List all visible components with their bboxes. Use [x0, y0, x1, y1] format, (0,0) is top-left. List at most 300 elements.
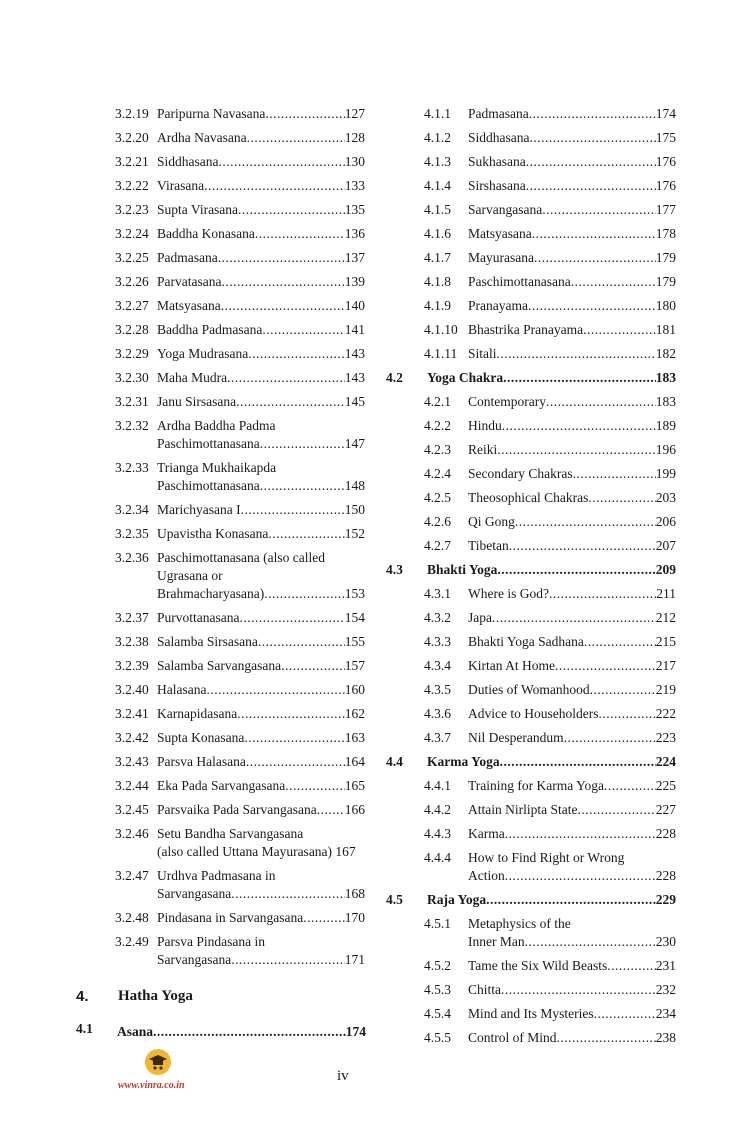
page-ref: 152 — [344, 526, 365, 541]
entry-number: 3.2.20 — [115, 130, 149, 145]
entry-number: 4.1.6 — [424, 226, 451, 241]
leader-dots — [549, 585, 656, 603]
entry-title: Kirtan At Home — [468, 658, 555, 673]
leader-dots — [509, 537, 656, 555]
page-ref: 170 — [344, 910, 365, 925]
page-ref: 228 — [655, 868, 676, 883]
entry-number: 4.2.3 — [424, 442, 451, 457]
toc-entry[interactable] — [386, 702, 676, 726]
leader-dots — [515, 513, 656, 531]
page-ref: 128 — [344, 130, 365, 145]
entry-number: 4.1.4 — [424, 178, 451, 193]
toc-entry[interactable] — [115, 270, 365, 294]
page-ref: 212 — [655, 610, 676, 625]
entry-number: 3.2.37 — [115, 610, 149, 625]
toc-entry[interactable] — [115, 342, 365, 366]
toc-entry[interactable] — [115, 414, 365, 456]
leader-dots — [594, 1005, 656, 1023]
page-ref: 227 — [655, 802, 676, 817]
page-ref: 162 — [344, 706, 365, 721]
entry-title: Matsyasana — [157, 298, 221, 313]
toc-entry[interactable] — [386, 342, 676, 366]
page-ref: 232 — [655, 982, 676, 997]
leader-dots — [557, 1029, 656, 1047]
entry-title: Action — [468, 868, 505, 883]
entry-number: 3.2.19 — [115, 106, 149, 121]
entry-number: 4.3.4 — [424, 658, 451, 673]
leader-dots — [239, 609, 344, 627]
toc-entry[interactable] — [386, 270, 676, 294]
entry-number: 3.2.45 — [115, 802, 149, 817]
entry-title: Paschimottanasana — [157, 478, 260, 493]
entry-title: Paripurna Navasana — [157, 106, 266, 121]
toc-entry[interactable] — [115, 630, 365, 654]
toc-entry[interactable] — [386, 390, 676, 414]
toc-entry[interactable] — [115, 126, 365, 150]
page-ref: 234 — [655, 1006, 676, 1021]
entry-number: 4.1.5 — [424, 202, 451, 217]
page-ref: 181 — [655, 322, 676, 337]
entry-title: Tibetan — [468, 538, 509, 553]
toc-entry[interactable] — [386, 510, 676, 534]
page-ref: 175 — [655, 130, 676, 145]
entry-title: Padmasana — [468, 106, 529, 121]
entry-title: Parsvaika Pada Sarvangasana — [157, 802, 317, 817]
page-ref: 183 — [655, 394, 676, 409]
entry-number: 4.5.3 — [424, 982, 451, 997]
toc-entry[interactable] — [115, 930, 365, 972]
page-ref: 180 — [655, 298, 676, 313]
toc-entry[interactable] — [386, 630, 676, 654]
entry-title: Nil Desperandum — [468, 730, 564, 745]
entry-number: 4.2.4 — [424, 466, 451, 481]
entry-title: Tame the Six Wild Beasts — [468, 958, 608, 973]
entry-title: Duties of Womanhood — [468, 682, 590, 697]
toc-entry[interactable] — [386, 912, 676, 954]
toc-entry[interactable] — [386, 462, 676, 486]
page-ref: 211 — [656, 586, 676, 601]
toc-entry[interactable] — [115, 366, 365, 390]
page-ref: 163 — [344, 730, 365, 745]
toc-entry[interactable] — [115, 864, 365, 906]
page-ref: 167 — [335, 844, 356, 859]
entry-number: 4.3 — [386, 562, 403, 577]
page-ref: 166 — [344, 802, 365, 817]
entry-number: 4.4.2 — [424, 802, 451, 817]
entry-title: Janu Sirsasana — [157, 394, 237, 409]
leader-dots — [497, 561, 655, 579]
entry-number: 3.2.47 — [115, 868, 149, 883]
entry-number: 3.2.31 — [115, 394, 149, 409]
entry-number: 3.2.25 — [115, 250, 149, 265]
toc-entry[interactable] — [115, 822, 365, 864]
page-ref: 133 — [344, 178, 365, 193]
leader-dots — [264, 585, 345, 603]
leader-dots — [502, 417, 656, 435]
page-ref: 153 — [344, 586, 365, 601]
leader-dots — [505, 867, 656, 885]
toc-entry[interactable] — [115, 498, 365, 522]
section-title: Asana — [117, 1024, 154, 1039]
page-ref: 229 — [655, 892, 676, 907]
entry-number: 3.2.26 — [115, 274, 149, 289]
page-ref: 176 — [655, 154, 676, 169]
page-ref: 199 — [655, 466, 676, 481]
page-ref: 137 — [344, 250, 365, 265]
toc-entry[interactable] — [386, 582, 676, 606]
toc-entry[interactable] — [386, 954, 676, 978]
entry-title: Pindasana in Sarvangasana — [157, 910, 304, 925]
leader-dots — [258, 633, 345, 651]
toc-entry[interactable] — [386, 318, 676, 342]
entry-number: 4.4.1 — [424, 778, 451, 793]
toc-entry[interactable] — [386, 438, 676, 462]
leader-dots — [281, 657, 345, 675]
toc-entry[interactable] — [115, 522, 365, 546]
entry-title: Mayurasana — [468, 250, 534, 265]
entry-number: 4.1.9 — [424, 298, 451, 313]
page-ref: 224 — [655, 754, 676, 769]
toc-entry[interactable] — [386, 606, 676, 630]
leader-dots — [546, 393, 656, 411]
toc-entry[interactable] — [386, 486, 676, 510]
leader-dots — [588, 489, 655, 507]
entry-title: Bhakti Yoga — [427, 562, 498, 577]
entry-number: 4.3.1 — [424, 586, 451, 601]
entry-number: 3.2.49 — [115, 934, 149, 949]
entry-title: Sarvangasana — [157, 886, 232, 901]
entry-number: 3.2.35 — [115, 526, 149, 541]
page-ref: 157 — [344, 658, 365, 673]
leader-dots — [534, 249, 656, 267]
page-ref: 174 — [345, 1024, 366, 1039]
toc-entry[interactable] — [115, 678, 365, 702]
toc-entry[interactable] — [386, 246, 676, 270]
entry-title: (also called Uttana Mayurasana) — [157, 844, 333, 859]
leader-dots — [206, 681, 344, 699]
entry-title: Urdhva Padmasana in — [157, 868, 276, 883]
leader-dots — [248, 345, 345, 363]
leader-dots — [542, 201, 656, 219]
leader-dots — [317, 801, 345, 819]
leader-dots — [221, 273, 344, 291]
entry-title: Paschimottanasana — [468, 274, 571, 289]
entry-title: Bhastrika Pranayama — [468, 322, 584, 337]
entry-number: 3.2.39 — [115, 658, 149, 673]
leader-dots — [584, 633, 656, 651]
leader-dots — [598, 705, 655, 723]
toc-entry[interactable] — [115, 606, 365, 630]
page-ref: 150 — [344, 502, 365, 517]
toc-entry[interactable] — [386, 534, 676, 558]
page-ref: 165 — [344, 778, 365, 793]
entry-number: 4.5.4 — [424, 1006, 451, 1021]
page-ref: 130 — [344, 154, 365, 169]
entry-title: Parsva Pindasana in — [157, 934, 265, 949]
entry-title: Upavistha Konasana — [157, 526, 269, 541]
site-url[interactable]: www.vinra.co.in — [118, 1080, 185, 1091]
page-ref: 143 — [344, 346, 365, 361]
toc-entry[interactable] — [386, 798, 676, 822]
entry-number: 3.2.24 — [115, 226, 149, 241]
leader-dots — [260, 477, 345, 495]
entry-number: 3.2.32 — [115, 418, 149, 433]
toc-entry[interactable] — [115, 726, 365, 750]
page-ref: 182 — [655, 346, 676, 361]
leader-dots — [528, 297, 656, 315]
page-ref: 127 — [344, 106, 365, 121]
entry-title: Reiki — [468, 442, 498, 457]
entry-number: 4.1.1 — [424, 106, 451, 121]
leader-dots — [503, 369, 656, 387]
entry-number: 4.1.2 — [424, 130, 451, 145]
entry-number: 4.1.8 — [424, 274, 451, 289]
entry-number: 3.2.28 — [115, 322, 149, 337]
entry-title: Japa — [468, 610, 492, 625]
page-ref: 174 — [655, 106, 676, 121]
entry-number: 3.2.36 — [115, 550, 149, 565]
leader-dots — [526, 153, 656, 171]
leader-dots — [590, 681, 656, 699]
entry-number: 3.2.40 — [115, 682, 149, 697]
leader-dots — [219, 153, 345, 171]
leader-dots — [497, 441, 656, 459]
toc-left-column — [115, 102, 365, 972]
leader-dots — [241, 501, 345, 519]
toc-entry[interactable] — [386, 294, 676, 318]
entry-number: 3.2.43 — [115, 754, 149, 769]
page-ref: 209 — [655, 562, 676, 577]
leader-dots — [231, 951, 345, 969]
entry-title: Secondary Chakras — [468, 466, 573, 481]
toc-entry[interactable] — [115, 294, 365, 318]
entry-title: Matsyasana — [468, 226, 532, 241]
page-ref: 183 — [655, 370, 676, 385]
entry-title: Supta Virasana — [157, 202, 239, 217]
leader-dots — [500, 753, 656, 771]
page-ref: 203 — [655, 490, 676, 505]
entry-number: 4.2 — [386, 370, 403, 385]
toc-entry[interactable] — [115, 222, 365, 246]
page-ref: 179 — [655, 274, 676, 289]
leader-dots — [246, 753, 345, 771]
toc-entry[interactable] — [115, 390, 365, 414]
page-ref: 140 — [344, 298, 365, 313]
entry-number: 3.2.46 — [115, 826, 149, 841]
toc-section[interactable] — [386, 558, 676, 582]
entry-title: Karma Yoga — [427, 754, 500, 769]
leader-dots — [265, 105, 344, 123]
leader-dots — [501, 981, 656, 999]
toc-section-asana[interactable] — [76, 1020, 366, 1044]
entry-title: Mind and Its Mysteries — [468, 1006, 594, 1021]
entry-number: 4.2.5 — [424, 490, 451, 505]
page-ref: 223 — [655, 730, 676, 745]
toc-entry[interactable] — [386, 978, 676, 1002]
page-ref: 164 — [344, 754, 365, 769]
entry-number: 4.4 — [386, 754, 403, 769]
toc-entry[interactable] — [386, 822, 676, 846]
entry-title: Karnapidasana — [157, 706, 238, 721]
entry-title: Eka Pada Sarvangasana — [157, 778, 286, 793]
toc-entry[interactable] — [115, 198, 365, 222]
toc-entry[interactable] — [115, 174, 365, 198]
leader-dots — [571, 273, 656, 291]
page-ref: 231 — [655, 958, 676, 973]
toc-entry[interactable] — [115, 774, 365, 798]
toc-entry[interactable] — [115, 102, 365, 126]
toc-entry[interactable] — [115, 246, 365, 270]
leader-dots — [532, 225, 656, 243]
toc-entry[interactable] — [386, 1002, 676, 1026]
toc-entry[interactable] — [386, 126, 676, 150]
entry-title: Salamba Sirsasana — [157, 634, 258, 649]
toc-entry[interactable] — [115, 546, 365, 606]
toc-entry[interactable] — [386, 150, 676, 174]
entry-number: 3.2.44 — [115, 778, 149, 793]
toc-entry[interactable] — [386, 102, 676, 126]
entry-number: 4.3.6 — [424, 706, 451, 721]
entry-number: 3.2.23 — [115, 202, 149, 217]
toc-section[interactable] — [386, 888, 676, 912]
entry-title: Sirshasana — [468, 178, 526, 193]
leader-dots — [237, 705, 345, 723]
entry-title: Purvottanasana — [157, 610, 240, 625]
page-ref: 207 — [655, 538, 676, 553]
leader-dots — [604, 777, 656, 795]
entry-title: Yoga Chakra — [427, 370, 504, 385]
toc-entry[interactable] — [386, 198, 676, 222]
entry-number: 4.2.7 — [424, 538, 451, 553]
toc-entry[interactable] — [115, 456, 365, 498]
toc-right-column — [386, 102, 676, 1050]
toc-entry[interactable] — [386, 414, 676, 438]
entry-title: Salamba Sarvangasana — [157, 658, 282, 673]
entry-number: 3.2.34 — [115, 502, 149, 517]
entry-number: 4.1.11 — [424, 346, 458, 361]
leader-dots — [262, 321, 344, 339]
entry-number: 4.3.2 — [424, 610, 451, 625]
entry-title: Setu Bandha Sarvangasana — [157, 826, 304, 841]
entry-title: Sarvangasana — [468, 202, 543, 217]
toc-entry[interactable] — [386, 222, 676, 246]
toc-entry[interactable] — [386, 846, 676, 888]
toc-entry[interactable] — [115, 798, 365, 822]
page-ref: 178 — [655, 226, 676, 241]
entry-number: 4.2.1 — [424, 394, 451, 409]
entry-number: 4.5 — [386, 892, 403, 907]
section-number: 4.1 — [76, 1021, 93, 1036]
page-ref: 154 — [344, 610, 365, 625]
page-ref: 147 — [344, 436, 365, 451]
page-ref: 148 — [344, 478, 365, 493]
entry-title: Padmasana — [157, 250, 218, 265]
toc-entry[interactable] — [386, 1026, 676, 1050]
page-ref: 196 — [655, 442, 676, 457]
toc-entry[interactable] — [386, 174, 676, 198]
leader-dots — [204, 177, 345, 195]
entry-number: 3.2.42 — [115, 730, 149, 745]
leader-dots — [255, 225, 345, 243]
entry-number: 3.2.29 — [115, 346, 149, 361]
entry-title: Qi Gong — [468, 514, 515, 529]
logo-icon — [143, 1047, 173, 1077]
entry-title: Parsva Halasana — [157, 754, 246, 769]
leader-dots — [573, 465, 656, 483]
entry-title: How to Find Right or Wrong — [468, 850, 625, 865]
entry-title: Ardha Navasana — [157, 130, 247, 145]
entry-number: 4.4.4 — [424, 850, 451, 865]
toc-entry[interactable] — [115, 702, 365, 726]
entry-number: 3.2.21 — [115, 154, 149, 169]
toc-entry[interactable] — [115, 318, 365, 342]
entry-number: 4.5.2 — [424, 958, 451, 973]
page-ref: 189 — [655, 418, 676, 433]
entry-title: Siddhasana — [468, 130, 530, 145]
toc-entry[interactable] — [115, 750, 365, 774]
entry-number: 3.2.48 — [115, 910, 149, 925]
toc-entry[interactable] — [386, 654, 676, 678]
entry-number: 4.1.3 — [424, 154, 451, 169]
page-ref: 219 — [655, 682, 676, 697]
entry-title: Inner Man — [468, 934, 525, 949]
entry-number: 3.2.30 — [115, 370, 149, 385]
page-ref: 136 — [344, 226, 365, 241]
entry-title: Siddhasana — [157, 154, 219, 169]
entry-title: Baddha Konasana — [157, 226, 255, 241]
toc-entry[interactable] — [386, 726, 676, 750]
page-ref: 155 — [344, 634, 365, 649]
toc-entry[interactable] — [115, 906, 365, 930]
leader-dots — [530, 129, 656, 147]
leader-dots — [505, 825, 656, 843]
toc-entry[interactable] — [115, 654, 365, 678]
entry-number: 4.3.5 — [424, 682, 451, 697]
entry-title: Attain Nirlipta State — [468, 802, 578, 817]
leader-dots — [236, 393, 345, 411]
entry-title: Raja Yoga — [427, 892, 487, 907]
entry-title: Sitali — [468, 346, 497, 361]
entry-title: Bhakti Yoga Sadhana — [468, 634, 584, 649]
leader-dots — [231, 885, 345, 903]
entry-title: Virasana — [157, 178, 205, 193]
leader-dots — [268, 525, 344, 543]
toc-entry[interactable] — [386, 774, 676, 798]
entry-title: Chitta — [468, 982, 501, 997]
leader-dots — [526, 177, 656, 195]
page-ref: 139 — [344, 274, 365, 289]
entry-title: Yoga Mudrasana — [157, 346, 249, 361]
toc-entry[interactable] — [115, 150, 365, 174]
entry-title: Maha Mudra — [157, 370, 228, 385]
entry-number: 4.3.7 — [424, 730, 451, 745]
entry-title: Baddha Padmasana — [157, 322, 263, 337]
entry-title: Sukhasana — [468, 154, 526, 169]
toc-entry[interactable] — [386, 678, 676, 702]
page-ref: 217 — [655, 658, 676, 673]
leader-dots — [303, 909, 345, 927]
chapter-title: Hatha Yoga — [118, 988, 193, 1004]
page-ref: 141 — [344, 322, 365, 337]
leader-dots — [577, 801, 655, 819]
entry-number: 4.2.2 — [424, 418, 451, 433]
leader-dots — [260, 435, 345, 453]
entry-title: Paschimottanasana — [157, 436, 260, 451]
page-ref: 206 — [655, 514, 676, 529]
toc-section[interactable] — [386, 750, 676, 774]
toc-section[interactable] — [386, 366, 676, 390]
entry-title: Contemporary — [468, 394, 546, 409]
